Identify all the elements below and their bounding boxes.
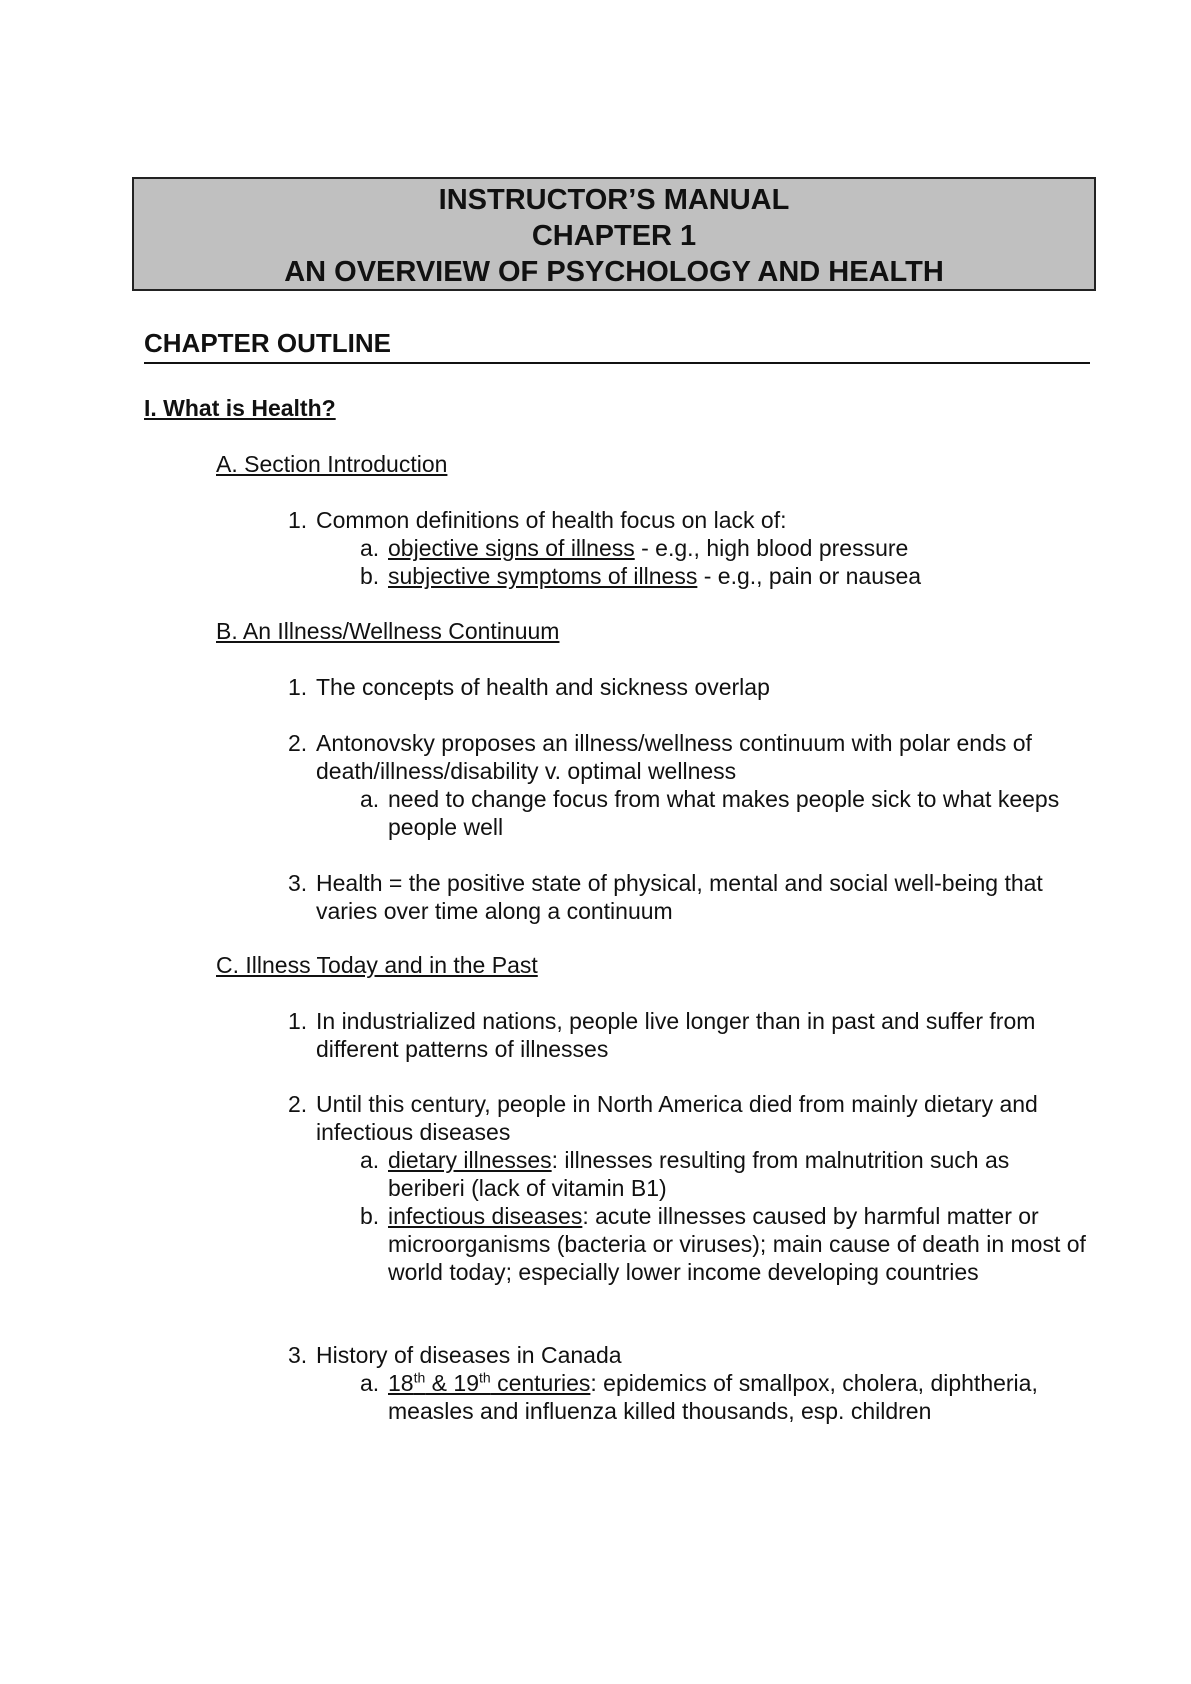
section-i-heading: I. What is Health? <box>144 395 336 421</box>
list-item: a. dietary illnesses: illnesses resulting from malnutrition such as beriberi (lack of vitamin B1) <box>360 1147 1010 1201</box>
subsection-c-heading: C. Illness Today and in the Past <box>216 952 538 978</box>
title-line-1: INSTRUCTOR’S MANUAL <box>438 184 790 216</box>
list-item: 2. Antonovsky proposes an illness/wellness continuum with polar ends of death/illness/disability v. optimal wellness <box>288 730 1032 784</box>
list-item: 1. The concepts of health and sickness overlap <box>288 674 770 700</box>
chapter-outline-heading: CHAPTER OUTLINE <box>144 328 391 358</box>
list-item: a. objective signs of illness - e.g., high blood pressure <box>360 535 909 561</box>
list-item: 3. History of diseases in Canada <box>288 1342 622 1368</box>
list-item: 1. Common definitions of health focus on lack of: <box>288 507 787 533</box>
list-item: 1. In industrialized nations, people live longer than in past and suffer from different patterns of illnesses <box>288 1008 1036 1062</box>
title-box <box>132 177 1096 291</box>
list-item: 3. Health = the positive state of physical, mental and social well-being that varies over time along a continuum <box>288 870 1043 924</box>
subsection-a-heading: A. Section Introduction <box>216 451 448 477</box>
list-item: b. subjective symptoms of illness - e.g., pain or nausea <box>360 563 922 589</box>
heading-divider <box>144 362 1090 364</box>
subsection-b-heading: B. An Illness/Wellness Continuum <box>216 618 560 644</box>
list-item: 2. Until this century, people in North America died from mainly dietary and infectious diseases <box>288 1091 1038 1145</box>
list-item: a. need to change focus from what makes people sick to what keeps people well <box>360 786 1060 840</box>
title-line-3: AN OVERVIEW OF PSYCHOLOGY AND HEALTH <box>284 256 944 288</box>
title-line-2: CHAPTER 1 <box>531 220 697 252</box>
list-item: a. 18th & 19th centuries: epidemics of smallpox, cholera, diphtheria, measles and influenza killed thousands, esp. children <box>360 1369 1038 1424</box>
list-item: b. infectious diseases: acute illnesses caused by harmful matter or microorganisms (bacteria or viruses); main cause of death in most of world today; especially lower income developing countries <box>360 1203 1086 1285</box>
